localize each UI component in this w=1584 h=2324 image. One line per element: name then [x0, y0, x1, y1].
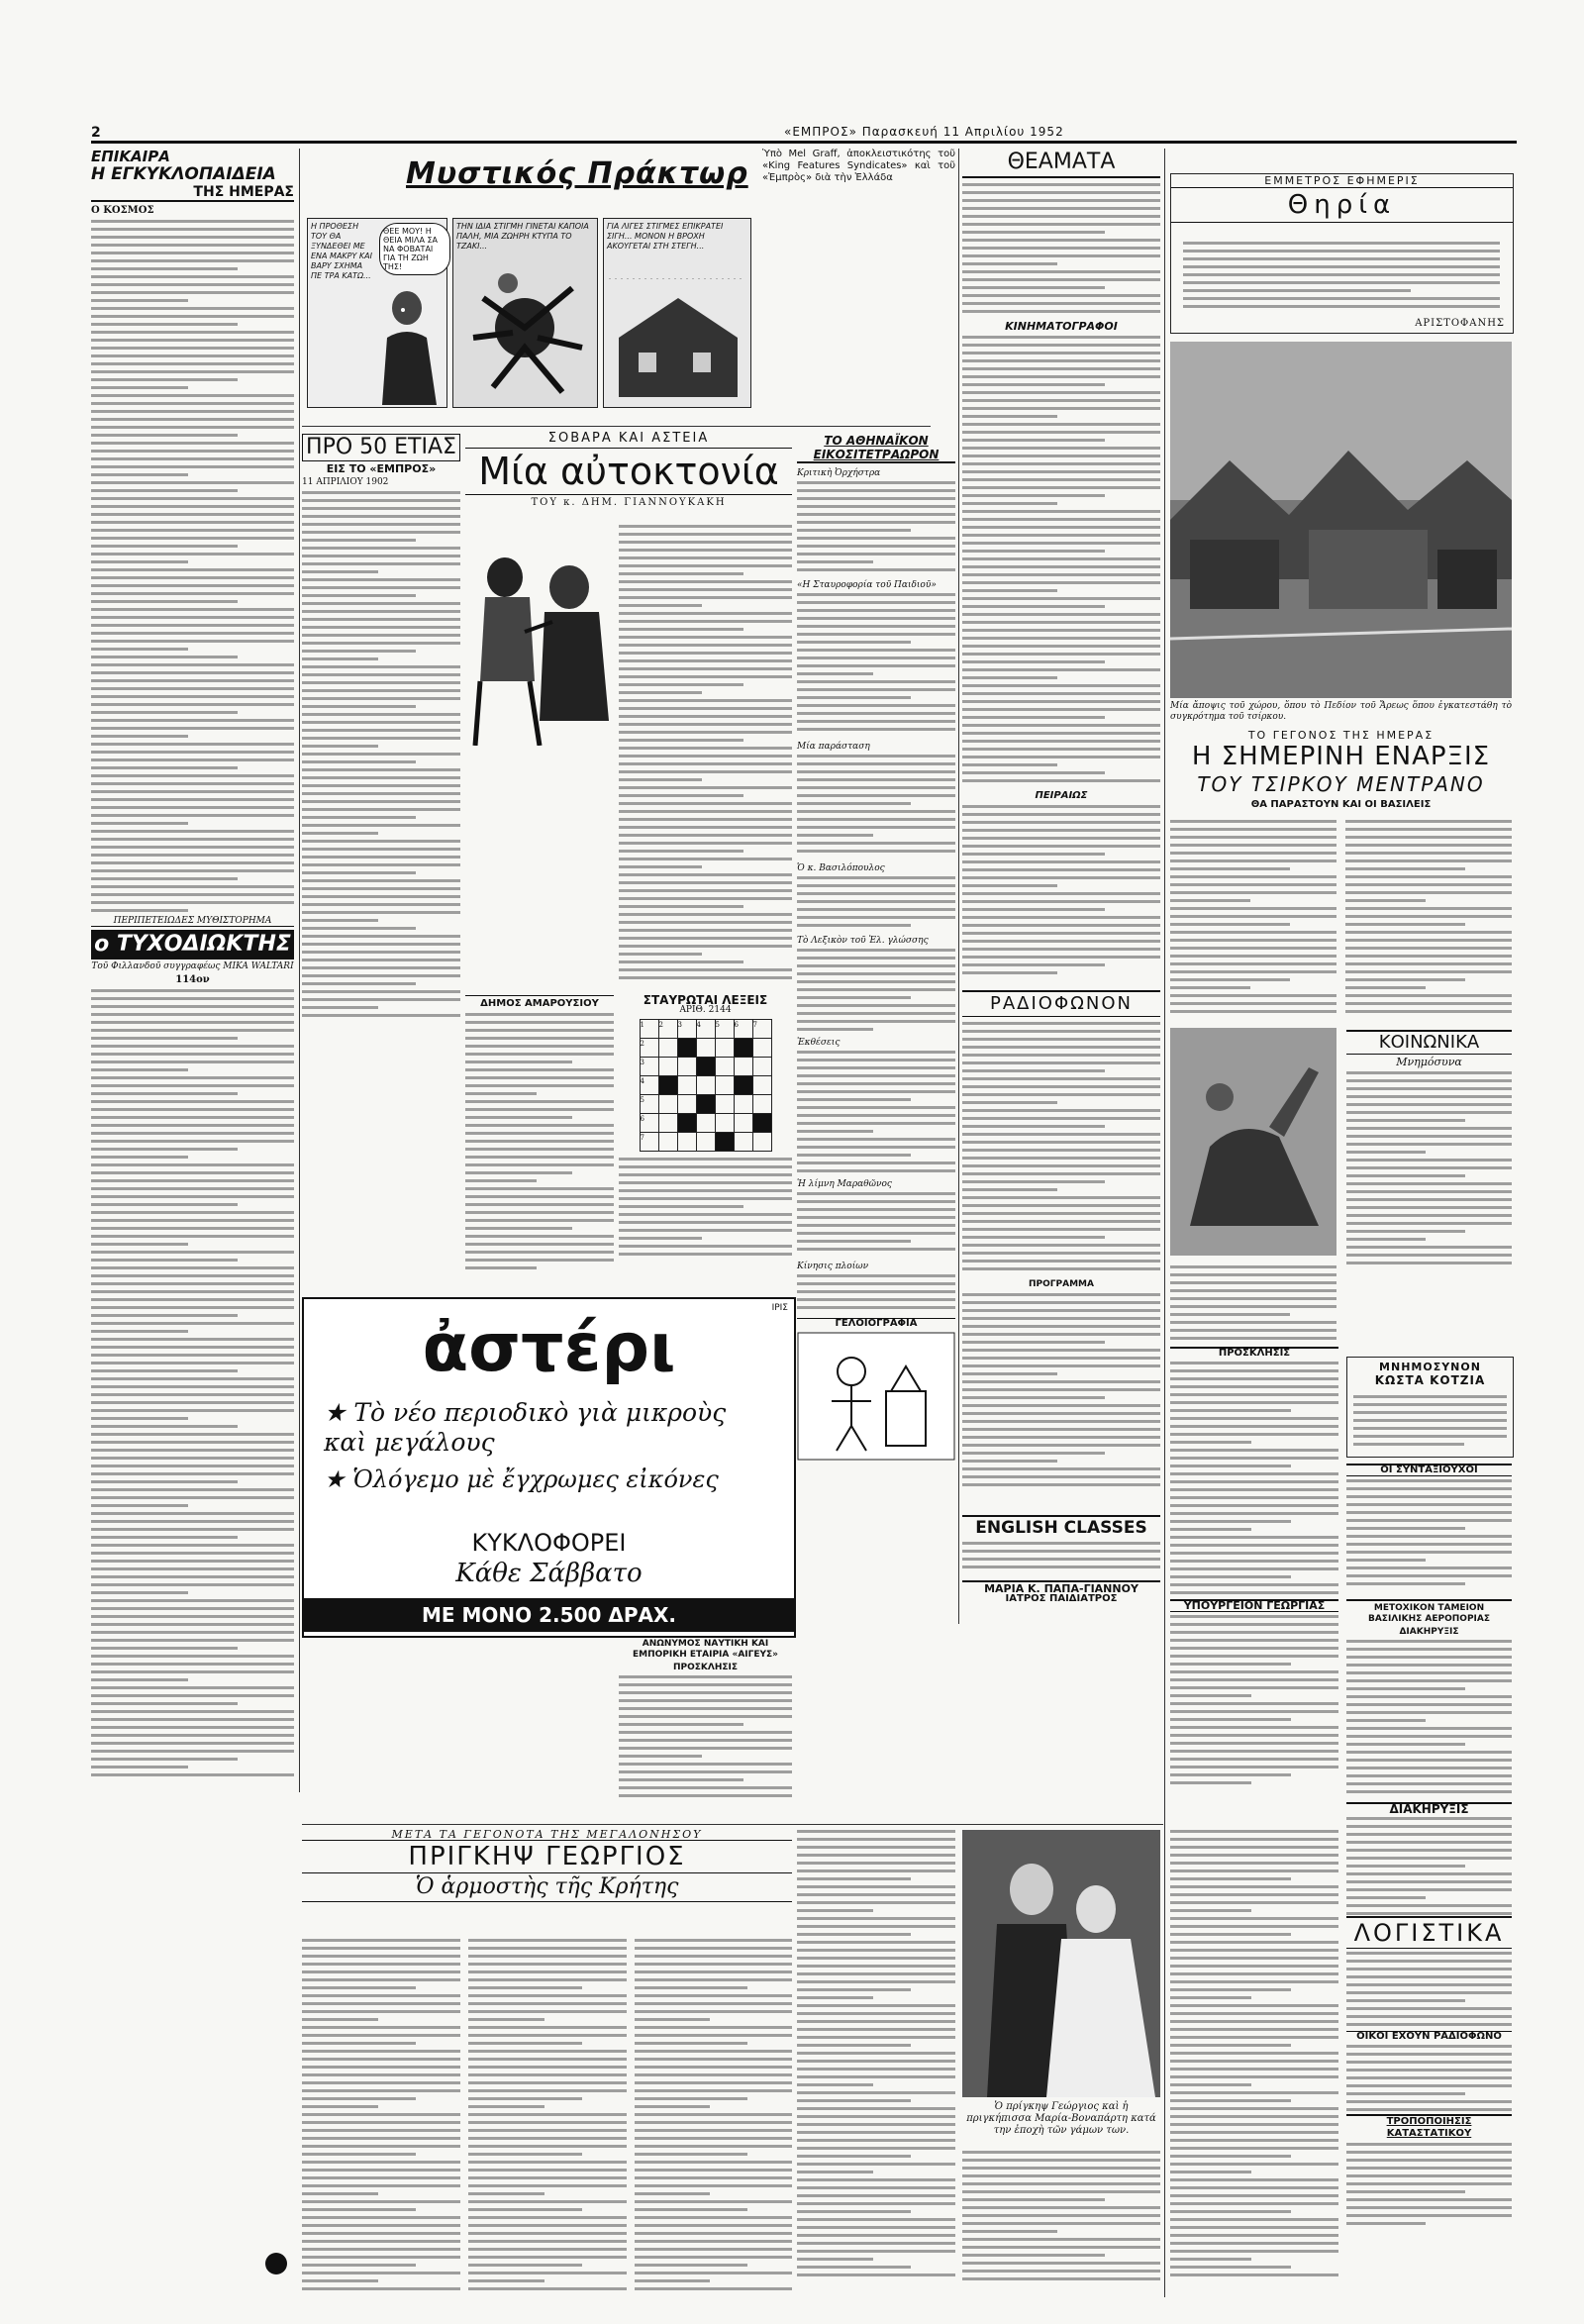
- memorial-title: ΜΝΗΜΟΣΥΝΟΝ: [1379, 1361, 1481, 1373]
- bottom-right-body-1: [1170, 1830, 1338, 2285]
- memorial-body: [1353, 1395, 1507, 1451]
- municipality-title: ΔΗΜΟΣ ΑΜΑΡΟΥΣΙΟΥ: [465, 995, 614, 1009]
- comic-panel-3: [603, 218, 751, 408]
- athens-body-8: [797, 1274, 955, 1314]
- aigeus-invitation: ΠΡΟΣΚΛΗΣΙΣ: [672, 1663, 739, 1672]
- comic-panel-1-caption: Η ΠΡΟΘΕΣΗ ΤΟΥ ΘΑ ΞΥΝΔΕΘΕΙ ΜΕ ΕΝΑ ΜΑΚΡΥ ΚΑΙ ΒΑΡΥ ΣΧΗΜΑ ΠΕ ΤΡΑ ΚΑΤΩ...: [311, 222, 373, 280]
- athens-section: [797, 434, 955, 1622]
- piraeus-title: ΠΕΙΡΑΙΩΣ: [1035, 790, 1088, 801]
- history-body: [302, 491, 460, 1026]
- memorial-name: ΚΩΣΤΑ ΚΟΤΖΙΑ: [1374, 1373, 1486, 1387]
- event-title-2: ΤΟΥ ΤΣΙΡΚΟΥ ΜΕΝΤΡΑΝΟ: [1197, 772, 1485, 796]
- radio-body-2: [962, 1293, 1160, 1491]
- cinemas-title: ΚΙΝΗΜΑΤΟΓΡΑΦΟΙ: [1005, 320, 1118, 333]
- comic-strip: [302, 149, 755, 418]
- event-title-1: Η ΣΗΜΕΡΙΝΗ ΕΝΑΡΞΙΣ: [1191, 742, 1491, 771]
- athens-body-4: [797, 876, 955, 936]
- athens-title: ΤΟ ΑΘΗΝΑΪΚΟΝ ΕΙΚΟΣΙΤΕΤΡΑΩΡΟΝ: [797, 434, 955, 463]
- circus-photo-scene: [1170, 342, 1512, 698]
- prince-column-4: [797, 1830, 955, 2295]
- masthead-date: «ΕΜΠΡΟΣ» Παρασκευή 11 Απριλίου 1952: [784, 125, 1064, 139]
- comic-figure-1: [367, 288, 445, 405]
- prince-body-4: [797, 1830, 955, 2285]
- athens-body-3: [797, 755, 955, 863]
- novel-kicker: ΠΕΡΙΠΕΤΕΙΩΔΕΣ ΜΥΘΙΣΤΟΡΗΜΑ: [91, 916, 294, 927]
- corrections-title: ΤΡΟΠΟΠΟΙΗΣΙΣ ΚΑΤΑΣΤΑΤΙΚΟΥ: [1346, 2114, 1512, 2140]
- prince-subtitle: Ὁ ἁρμοστὴς τῆς Κρήτης: [302, 1872, 792, 1902]
- asteri-line-2: ★ Ὁλόγεμο μὲ ἔγχρωμες εἰκόνες: [324, 1465, 719, 1493]
- crossword-title: ΣΤΑΥΡΩΤΑΙ ΛΕΞΕΙΣ: [643, 993, 768, 1007]
- pensioners-body: [1346, 1479, 1512, 1588]
- athens-sub-2: «Η Σταυροφορία τοῦ Παιδιοῦ»: [797, 580, 937, 590]
- serious-kicker: ΣΟΒΑΡΑ ΚΑΙ ΑΣΤΕΙΑ: [547, 431, 710, 446]
- comic-byline: Ὑπὸ Mel Graff, ἀποκλειστικότης τοῦ «King Features Syndicates» καὶ τοῦ «Ἐμπρὸς» διὰ τὴν Ἑλλάδα: [762, 149, 955, 183]
- event-body-left-2: [1170, 1265, 1336, 1345]
- invitation-body: [1170, 1362, 1338, 1599]
- bottom-right-column-1: [1170, 1830, 1338, 2295]
- radio-lessons-title: ΟΙΚΟΙ ΕΧΟΥΝ ΡΑΔΙΟΦΩΝΟ: [1346, 2031, 1512, 2042]
- novel-section: [91, 916, 294, 1797]
- serious-body: [619, 525, 792, 990]
- history-date: 11 ΑΠΡΙΛΙΟΥ 1902: [302, 477, 389, 487]
- athens-sub-4: Ὁ κ. Βασιλόπουλος: [797, 863, 885, 873]
- history-title: ΠΡΟ 50 ΕΤΙΑΣ: [302, 434, 460, 461]
- aigeus-body: [619, 1675, 792, 1804]
- prince-body-2: [468, 1939, 627, 2295]
- crossword-number: ΑΡΙΘ. 2144: [679, 1005, 732, 1015]
- bottom-right-column-2: [1346, 1802, 1512, 2297]
- fund-title: ΜΕΤΟΧΙΚΟΝ ΤΑΜΕΙΟΝ ΒΑΣΙΛΙΚΗΣ ΑΕΡΟΠΟΡΙΑΣ: [1346, 1599, 1512, 1625]
- prince-body-3: [635, 1939, 792, 2295]
- novel-title: ο ΤΥΧΟΔΙΩΚΤΗΣ: [91, 930, 294, 960]
- municipality-notice: [465, 995, 614, 1292]
- invitation-title: ΠΡΟΣΚΛΗΣΙΣ: [1170, 1347, 1338, 1359]
- radio-title: ΡΑΔΙΟΦΩΝΟΝ: [962, 990, 1160, 1017]
- radio-lessons-body: [1346, 2045, 1512, 2114]
- novel-body: [91, 989, 294, 1781]
- encyclopedia-lead: Ο ΚΟΣΜΟΣ: [91, 205, 154, 216]
- encyclopedia-title: Η ΕΓΚΥΚΛΟΠΑΙΔΕΙΑ: [91, 164, 276, 184]
- row-divider: [302, 426, 931, 427]
- asteri-advertisement: [302, 1297, 796, 1638]
- cartoon-title: ΓΕΛΟΙΟΓΡΑΦΙΑ: [797, 1318, 955, 1329]
- english-classes-title: ENGLISH CLASSES: [962, 1515, 1160, 1539]
- novel-author: Τοῦ Φιλλανδοῦ συγγραφέως MIKA WALTARI: [91, 961, 294, 971]
- serious-title: Μία αὐτοκτονία: [465, 448, 792, 495]
- piraeus-body: [962, 805, 1160, 983]
- radio-body-1: [962, 1022, 1160, 1279]
- prince-kicker: ΜΕΤΑ ΤΑ ΓΕΓΟΝΟΤΑ ΤΗΣ ΜΕΓΑΛΟΝΗΣΟΥ: [302, 1830, 792, 1841]
- asteri-line-3: ΚΥΚΛΟΦΟΡΕΙ: [471, 1529, 627, 1557]
- doctor-role: ΙΑΤΡΟΣ ΠΑΙΔΙΑΤΡΟΣ: [1005, 1593, 1118, 1604]
- fund-body: [1346, 1640, 1512, 1798]
- social-subtitle: Μνημόσυνα: [1396, 1056, 1462, 1068]
- doctor-ad: [962, 1580, 1160, 1620]
- pensioners-section: [1346, 1464, 1512, 1592]
- municipality-body: [465, 1013, 614, 1280]
- fund-subtitle: ΔΙΑΚΗΡΥΞΙΣ: [1399, 1627, 1459, 1637]
- comic-fight-scene: [463, 258, 587, 402]
- comic-title: Μυστικός Πράκτωρ: [406, 156, 748, 191]
- circus-photo: [1170, 342, 1512, 698]
- asteri-tag: ΙΡΙΣ: [771, 1303, 788, 1313]
- asteri-line-1: ★ Τὸ νέο περιοδικὸ γιὰ μικροὺς καὶ μεγάλους: [324, 1398, 727, 1457]
- prince-body-5: [962, 2151, 1160, 2289]
- accounting-title: ΛΟΓΙΣΤΙΚΑ: [1346, 1916, 1512, 1949]
- athens-sub-8: Κίνησις πλοίων: [797, 1262, 869, 1271]
- comic-panel-2-caption: ΤΗΝ ΙΔΙΑ ΣΤΙΓΜΗ ΓΙΝΕΤΑΙ ΚΑΠΟΙΑ ΠΑΛΗ, ΜΙΑ ΖΩΗΡΗ ΚΤΥΠΑ ΤΟ ΤΖΑΚΙ...: [456, 222, 589, 251]
- comic-bubble-1: ΘΕΕ ΜΟΥ! Η ΘΕΙΑ ΜΙΛΑ ΣΑ ΝΑ ΦΟΒΑΤΑΙ ΓΙΑ ΤΗ ΖΩΗ ΤΗΣ!: [379, 223, 450, 275]
- encyclopedia-subtitle: ΤΗΣ ΗΜΕΡΑΣ: [91, 184, 294, 202]
- asteri-price: ΜΕ ΜΟΝΟ 2.500 ΔΡΑΧ.: [304, 1598, 794, 1632]
- prince-photo-figures: [962, 1830, 1160, 2097]
- social-body: [1346, 1071, 1512, 1269]
- column-divider: [299, 149, 300, 1792]
- prince-body-1: [302, 1939, 460, 2295]
- encyclopedia-article: [91, 149, 294, 911]
- prince-section: [302, 1830, 792, 2295]
- announcement-title: ΔΙΑΚΗΡΥΞΙΣ: [1346, 1802, 1512, 1814]
- event-subtitle: ΘΑ ΠΑΡΑΣΤΟΥΝ ΚΑΙ ΟΙ ΒΑΣΙΛΕΙΣ: [1250, 799, 1432, 810]
- page-number: 2: [91, 125, 101, 141]
- pensioners-title: ΟΙ ΣΥΝΤΑΞΙΟΥΧΟΙ: [1346, 1464, 1512, 1476]
- column-divider: [958, 149, 959, 1624]
- social-title: ΚΟΙΝΩΝΙΚΑ: [1346, 1030, 1512, 1055]
- memorial-box: [1346, 1357, 1514, 1458]
- athens-body-5: [797, 949, 955, 1038]
- serious-funny-section: [465, 431, 792, 988]
- poetry-body: [1183, 242, 1500, 311]
- poetry-kicker: ΕΜΜΕΤΡΟΣ ΕΦΗΜΕΡΙΣ: [1171, 174, 1513, 188]
- poetry-title: Θηρία: [1171, 188, 1513, 223]
- comic-panel-3-caption: ΓΙΑ ΛΙΓΕΣ ΣΤΙΓΜΕΣ ΕΠΙΚΡΑΤΕΙ ΣΙΓΗ... ΜΟΝΟΝ Η ΒΡΟΧΗ ΑΚΟΥΓΕΤΑΙ ΣΤΗ ΣΤΕΓΗ...: [607, 222, 724, 251]
- athens-body-2: [797, 593, 955, 742]
- invitations-column: [1170, 1347, 1338, 1802]
- announcement-body: [1346, 1817, 1512, 1916]
- theatres-body: [962, 183, 1160, 322]
- page-header: [91, 127, 1517, 144]
- cartoon-drawing: [797, 1332, 955, 1461]
- prince-column-5: [962, 2151, 1160, 2289]
- serious-byline: ΤΟΥ κ. ΔΗΜ. ΓΙΑΝΝΟΥΚΑΚΗ: [531, 497, 727, 508]
- asteri-line-4: Κάθε Σάββατο: [455, 1559, 643, 1588]
- event-body-right: [1345, 820, 1512, 1018]
- athens-sub-6: Ἐκθέσεις: [797, 1038, 841, 1048]
- english-classes-ad: [962, 1515, 1160, 1574]
- aigeus-title: ΑΝΩΝΥΜΟΣ ΝΑΥΤΙΚΗ ΚΑΙ ΕΜΠΟΡΙΚΗ ΕΤΑΙΡΙΑ «ΑΙΓΕΥΣ»: [632, 1639, 778, 1660]
- ministry-title: ΥΠΟΥΡΓΕΙΟΝ ΓΕΩΡΓΙΑΣ: [1170, 1599, 1338, 1612]
- circus-animals-photo: [1170, 1028, 1336, 1256]
- english-classes-body: [962, 1542, 1160, 1577]
- comic-panel-2: [452, 218, 598, 408]
- fund-section: [1346, 1599, 1512, 1797]
- athens-sub-1: Κριτικὴ Ὀρχήστρα: [797, 468, 881, 478]
- crossword-grid: 1 2 3 4 5 6 7 2 3 4 5 6 7: [640, 1019, 772, 1152]
- athens-body-7: [797, 1192, 955, 1262]
- athens-sub-5: Τὸ Λεξικὸν τοῦ Ἑλ. γλώσσης: [797, 936, 929, 946]
- encyclopedia-body: [91, 220, 294, 913]
- aigeus-section: [619, 1639, 792, 1817]
- prince-title: ΠΡΙΓΚΗΨ ΓΕΩΡΓΙΟΣ: [408, 1842, 686, 1871]
- accounting-body: [1346, 1952, 1512, 2031]
- hole-punch-mark: [265, 2253, 287, 2274]
- event-kicker: ΤΟ ΓΕΓΟΝΟΣ ΤΗΣ ΗΜΕΡΑΣ: [1247, 729, 1435, 742]
- poetry-box: [1170, 173, 1514, 334]
- athens-sub-3: Μία παράσταση: [797, 742, 870, 752]
- serious-illustration: [465, 523, 614, 746]
- prince-photo: [962, 1830, 1160, 2097]
- column-divider: [1164, 149, 1165, 2297]
- prince-photo-caption: Ὁ πρίγκηψ Γεώργιος καὶ ἡ πριγκήπισσα Μαρία-Βοναπάρτη κατά την ἐποχὴ τῶν γάμων των.: [966, 2101, 1156, 2136]
- athens-sub-7: Ἡ λίμνη Μαραθῶνος: [797, 1179, 892, 1189]
- ministry-body: [1170, 1615, 1338, 1793]
- encyclopedia-kicker: ΕΠΙΚΑΙΡΑ: [91, 148, 170, 165]
- athens-body-1: [797, 481, 955, 580]
- theatres-title: ΘΕΑΜΑΤΑ: [962, 149, 1160, 178]
- crossword-section: [619, 995, 792, 1292]
- history-section: [302, 434, 460, 1285]
- novel-episode: 114ον: [175, 974, 210, 985]
- crossword-clues: [619, 1158, 792, 1266]
- cinemas-body: [962, 336, 1160, 791]
- circus-caption: Μία ἄποψις τοῦ χώρου, ὅπου τὸ Πεδίον τοῦ Ἄρεως ὅπου ἐγκατεστάθη τὸ συγκρότημα τοῦ τσίρκου.: [1170, 701, 1512, 722]
- row-divider: [302, 1824, 1163, 1825]
- corrections-body: [1346, 2143, 1512, 2232]
- circus-animals-scene: [1170, 1028, 1336, 1256]
- asteri-brand: ἀστέρι: [422, 1309, 676, 1387]
- radio-subtitle: ΠΡΟΓΡΑΜΜΑ: [1029, 1279, 1094, 1289]
- history-subtitle: ΕΙΣ ΤΟ «ΕΜΠΡΟΣ»: [326, 462, 437, 475]
- doctor-name: ΜΑΡΙΑ Κ. ΠΑΠΑ-ΓΙΑΝΝΟΥ: [962, 1580, 1160, 1594]
- radio-section: [962, 990, 1160, 1505]
- social-section: [1346, 1030, 1512, 1327]
- comic-house-scene: [609, 278, 745, 402]
- comic-panel-1: [307, 218, 447, 408]
- poetry-author: ΑΡΙΣΤΟΦΑΝΗΣ: [1415, 318, 1505, 329]
- athens-body-6: [797, 1051, 955, 1179]
- event-body-left: [1170, 820, 1336, 1018]
